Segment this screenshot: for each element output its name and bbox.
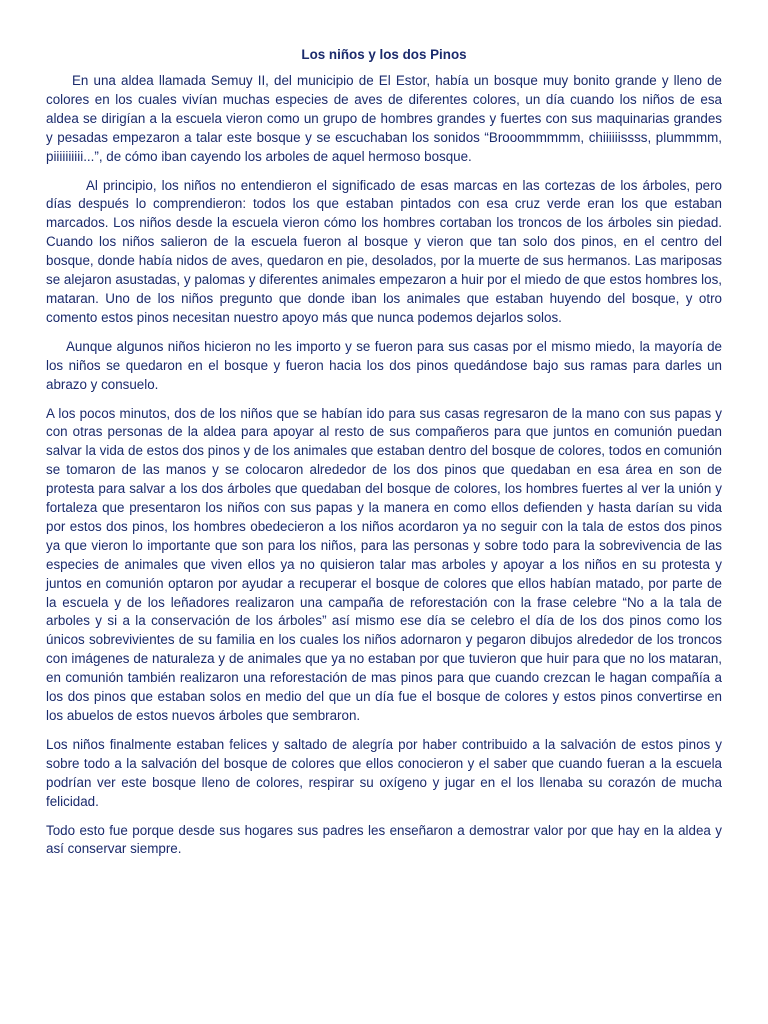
document-title: Los niños y los dos Pinos	[301, 47, 467, 62]
paragraph-4: A los pocos minutos, dos de los niños que se habían ido para sus casas regresaron de la mano con sus papas y con otras personas de la aldea para apoyar al resto de sus compañeros para que juntos en comunión puedan salvar la vida de estos dos pinos y de los animales que estaban dentro del bosque de colores, todos en comunión se tomaron de las manos y se colocaron alrededor de los dos pinos que quedaban en esa área en son de protesta para salvar a los dos árboles que quedaban del bosque de colores, los hombres fuertes al ver la unión y fortaleza que presentaron los niños con sus papas y la manera en como ellos defienden y hasta darían su vida por estos dos pinos, los hombres obedecieron a los niños acordaron ya no seguir con la tala de estos dos pinos ya que vieron lo importante que son para los niños, para las personas y sobre todo para la sobrevivencia de las especies de animales que viven ellos ya no quisieron talar mas arboles y apoyar a los niños en su protesta y juntos en comunión optaron por ayudar a recuperar el bosque de colores que ellos habían matado, por parte de la escuela y de los leñadores realizaron una campaña de reforestación con la frase celebre “No a la tala de arboles y si a la conservación de los árboles” así mismo ese día se celebro el día de los dos pinos como los únicos sobrevivientes de su familia en los cuales los niños adornaron y pegaron dibujos alrededor de los troncos con imágenes de naturaleza y de animales que ya no estaban por que tuvieron que huir para que no los mataran, en comunión también realizaron una reforestación de mas pinos para que cuando crezcan le hagan compañía a los dos pinos que estaban solos en medio del que un día fue el bosque de colores y estos pinos convertirse en los abuelos de estos nuevos árboles que sembraron.	[46, 405, 722, 723]
paragraph-6: Todo esto fue porque desde sus hogares sus padres les enseñaron a demostrar valor por que hay en la aldea y así conservar siempre.	[46, 822, 722, 857]
paragraph-2: Al principio, los niños no entendieron el significado de esas marcas en las cortezas de los árboles, pero días después lo comprendieron: todos los que estaban pintados con esa cruz verde eran los que estaban marcados. Los niños desde la escuela vieron cómo los hombres cortaban los troncos de los árboles sin piedad. Cuando los niños salieron de la escuela fueron al bosque y vieron que tan solo dos pinos, en el centro del bosque, donde había nidos de aves, quedaron en pie, desolados, por la muerte de sus hermanos. Las mariposas se alejaron asustadas, y palomas y diferentes animales empezaron a huir por el miedo de que estos hombres los, mataran. Uno de los niños pregunto que donde iban los animales que estaban huyendo del bosque, y otro comento estos pinos necesitan nuestro apoyo más que nunca podemos dejarlos solos.	[46, 177, 722, 325]
paragraph-3: Aunque algunos niños hicieron no les importo y se fueron para sus casas por el mismo miedo, la mayoría de los niños se quedaron en el bosque y fueron hacia los dos pinos quedándose bajo sus ramas para darles un abrazo y consuelo.	[46, 338, 722, 392]
paragraph-5: Los niños finalmente estaban felices y saltado de alegría por haber contribuido a la salvación de estos pinos y sobre todo a la salvación del bosque de colores que ellos conocieron y el saber que cuando fueran a la escuela podrían ver este bosque lleno de colores, respirar su oxígeno y jugar en el los llenaba su corazón de mucha felicidad.	[46, 736, 722, 809]
paragraph-1: En una aldea llamada Semuy II, del municipio de El Estor, había un bosque muy bonito grande y lleno de colores en los cuales vivían muchas especies de aves de diferentes colores, un día cuando los niños de esa aldea se dirigían a la escuela vieron como un grupo de hombres grandes y fuertes con sus maquinarias grandes y pesadas empezaron a talar este bosque y se escuchaban los sonidos “Brooommmmm, chiiiiiissss, plummmm, piiiiiiiiii...”, de cómo iban cayendo los arboles de aquel hermoso bosque.	[46, 73, 722, 164]
